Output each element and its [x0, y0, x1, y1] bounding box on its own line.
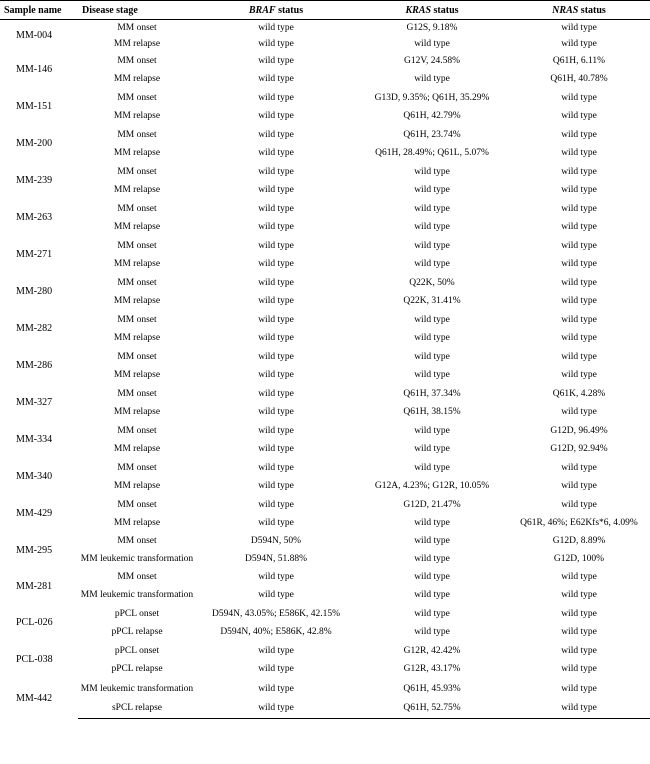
sample-name-cell: MM-340 [16, 471, 53, 482]
table-row [0, 403, 650, 422]
kras-status-cell: wild type [414, 259, 450, 269]
disease-stage-cell: MM onset [117, 277, 157, 288]
braf-status-cell: wild type [258, 425, 294, 436]
header-braf-status [196, 1, 356, 20]
braf-status-cell: wild type [258, 38, 294, 49]
table-row [0, 20, 650, 36]
nras-status-cell: wild type [561, 38, 597, 49]
braf-status-cell: wild type [258, 444, 294, 454]
disease-stage-cell: pPCL relapse [111, 627, 163, 637]
kras-status-cell: Q61H, 28.49%; Q61L, 5.07% [375, 148, 489, 158]
table-row [0, 218, 650, 237]
header-row [0, 1, 650, 20]
braf-status-cell: wild type [258, 351, 294, 362]
table-row [0, 699, 650, 719]
kras-gene-label: KRAS [405, 4, 432, 16]
kras-status-cell: wild type [414, 314, 450, 325]
braf-status-cell: wild type [258, 481, 294, 491]
braf-status-cell: wild type [258, 222, 294, 232]
braf-status-cell: wild type [258, 462, 294, 473]
sample-name-cell: MM-004 [16, 29, 53, 41]
disease-stage-cell: MM onset [117, 22, 157, 33]
disease-stage-cell: sPCL relapse [78, 699, 196, 719]
disease-stage-cell: MM leukemic transformation [80, 683, 194, 694]
nras-status-cell: wild type [561, 277, 597, 288]
braf-gene-label: BRAF [248, 4, 276, 16]
kras-status-cell: wild type [414, 444, 450, 454]
braf-status-cell: wild type [258, 645, 294, 656]
braf-status-cell: wild type [258, 296, 294, 306]
disease-stage-cell: MM leukemic transformation [80, 589, 194, 600]
table-row [0, 292, 650, 311]
sample-name-cell: MM-442 [16, 692, 53, 704]
braf-status-cell: wild type [258, 683, 294, 694]
braf-status-cell: wild type [258, 571, 294, 582]
table-row [0, 623, 650, 642]
disease-stage-cell: MM onset [117, 535, 157, 546]
sample-name-cell: PCL-026 [16, 617, 53, 628]
braf-status-cell: wild type [258, 259, 294, 269]
nras-status-cell: wild type [561, 683, 597, 694]
kras-status-cell: wild type [414, 589, 450, 600]
braf-status-cell: wild type [258, 92, 294, 103]
kras-status-cell: wild type [414, 425, 450, 436]
nras-status-cell: G12D, 100% [553, 553, 605, 564]
kras-status-cell: Q61H, 52.75% [356, 699, 508, 719]
table-row [0, 366, 650, 385]
nras-status-cell: wild type [561, 166, 597, 177]
sample-name-cell: MM-200 [16, 138, 53, 149]
nras-status-cell: wild type [561, 407, 597, 417]
table-row [0, 514, 650, 533]
nras-status-suffix: status [578, 4, 606, 16]
braf-status-cell: wild type [258, 74, 294, 84]
sample-name-cell: MM-295 [16, 544, 53, 556]
table-row [0, 459, 650, 477]
braf-status-cell: wild type [258, 148, 294, 158]
kras-status-cell: wild type [414, 535, 450, 546]
kras-status-cell: wild type [414, 240, 450, 251]
sample-name-cell: MM-282 [16, 323, 53, 334]
table-row [0, 311, 650, 329]
nras-status-cell: wild type [561, 627, 597, 637]
braf-status-cell: D594N, 51.88% [244, 553, 307, 564]
kras-status-cell: wild type [414, 627, 450, 637]
table-row [0, 163, 650, 181]
disease-stage-cell: MM onset [117, 314, 157, 325]
kras-status-cell: Q61H, 42.79% [403, 111, 461, 121]
disease-stage-cell: MM onset [117, 55, 157, 66]
nras-status-cell: wild type [561, 148, 597, 158]
disease-stage-cell: MM relapse [113, 222, 161, 232]
disease-stage-cell: MM relapse [113, 38, 161, 49]
disease-stage-cell: MM onset [117, 203, 157, 214]
disease-stage-cell: MM relapse [113, 148, 161, 158]
nras-status-cell: wild type [561, 664, 597, 674]
disease-stage-cell: MM onset [117, 425, 157, 436]
nras-status-cell: Q61K, 4.28% [552, 388, 606, 399]
disease-stage-cell: MM relapse [113, 259, 161, 269]
nras-status-cell: Q61R, 46%; E62Kfs*6, 4.09% [520, 518, 638, 528]
kras-status-cell: G12A, 4.23%; G12R, 10.05% [374, 481, 490, 491]
table-row [0, 605, 650, 623]
kras-status-cell: wild type [414, 351, 450, 362]
braf-status-cell: wild type [258, 589, 294, 600]
nras-status-cell: G12D, 8.89% [552, 535, 606, 546]
disease-stage-cell: MM relapse [113, 74, 161, 84]
sample-name-cell: PCL-038 [16, 654, 53, 665]
kras-status-cell: wild type [414, 166, 450, 177]
braf-status-suffix: status [275, 4, 304, 16]
braf-status-cell: wild type [258, 185, 294, 195]
nras-status-cell: wild type [561, 571, 597, 582]
braf-status-cell: wild type [258, 55, 294, 66]
nras-status-cell: wild type [561, 259, 597, 269]
disease-stage-cell: MM relapse [113, 407, 161, 417]
table-row [0, 569, 650, 585]
kras-status-cell: wild type [414, 571, 450, 582]
kras-status-cell: wild type [414, 185, 450, 195]
kras-status-cell: wild type [414, 74, 450, 84]
sample-name-cell: MM-263 [16, 212, 53, 223]
nras-status-cell: wild type [561, 129, 597, 140]
kras-status-cell: G12R, 43.17% [403, 664, 461, 674]
table-row [0, 679, 650, 699]
table-row [0, 660, 650, 679]
braf-status-cell: D594N, 50% [250, 535, 302, 546]
disease-stage-cell: MM relapse [113, 481, 161, 491]
table-row [0, 440, 650, 459]
table-row [0, 385, 650, 403]
braf-status-cell: wild type [258, 111, 294, 121]
disease-stage-cell: MM onset [117, 240, 157, 251]
disease-stage-cell: pPCL onset [114, 608, 160, 619]
nras-status-cell: wild type [561, 185, 597, 195]
disease-stage-cell: MM relapse [113, 333, 161, 343]
nras-status-cell: wild type [561, 481, 597, 491]
braf-status-cell: wild type [258, 499, 294, 510]
kras-status-cell: wild type [414, 462, 450, 473]
table-row [0, 144, 650, 163]
sample-name-cell: MM-271 [16, 249, 53, 260]
nras-status-cell: G12D, 96.49% [550, 425, 608, 436]
braf-status-cell: wild type [258, 388, 294, 399]
disease-stage-cell: pPCL onset [114, 645, 160, 656]
nras-status-cell: wild type [561, 22, 597, 33]
nras-status-cell: wild type [561, 462, 597, 473]
table-row [0, 255, 650, 274]
disease-stage-cell: MM onset [117, 571, 157, 582]
kras-status-cell: wild type [414, 222, 450, 232]
nras-status-cell: wild type [561, 296, 597, 306]
braf-status-cell: wild type [258, 166, 294, 177]
disease-stage-cell: MM leukemic transformation [80, 553, 194, 564]
disease-stage-cell: MM onset [117, 499, 157, 510]
sample-name-cell: MM-151 [16, 101, 53, 112]
kras-status-cell: wild type [414, 203, 450, 214]
nras-status-cell: wild type [508, 699, 650, 719]
table-body [0, 20, 650, 719]
disease-stage-cell: MM relapse [113, 370, 161, 380]
braf-status-cell: wild type [258, 518, 294, 528]
braf-status-cell: wild type [258, 22, 294, 33]
nras-status-cell: wild type [561, 111, 597, 121]
disease-stage-cell: MM relapse [113, 518, 161, 528]
braf-status-cell: wild type [258, 129, 294, 140]
kras-status-cell: wild type [414, 333, 450, 343]
sample-name-cell: MM-281 [16, 580, 53, 592]
table-row [0, 36, 650, 52]
header-nras-status [508, 1, 650, 20]
kras-status-cell: wild type [414, 38, 450, 49]
nras-status-cell: wild type [561, 92, 597, 103]
kras-status-suffix: status [431, 4, 459, 16]
kras-status-cell: G12R, 42.42% [403, 645, 461, 656]
disease-stage-cell: MM onset [117, 166, 157, 177]
nras-status-cell: Q61H, 40.78% [550, 74, 608, 84]
sample-name-cell: MM-429 [16, 508, 53, 519]
nras-status-cell: wild type [561, 203, 597, 214]
nras-status-cell: wild type [561, 333, 597, 343]
braf-status-cell: wild type [258, 407, 294, 417]
braf-status-cell: wild type [258, 664, 294, 674]
disease-stage-cell: MM relapse [113, 444, 161, 454]
kras-status-cell: G12S, 9.18% [406, 22, 458, 33]
table-row [0, 477, 650, 496]
sample-name-cell: MM-280 [16, 286, 53, 297]
disease-stage-cell: MM onset [117, 129, 157, 140]
nras-status-cell: wild type [561, 314, 597, 325]
table-row [0, 348, 650, 366]
braf-status-cell: wild type [258, 277, 294, 288]
braf-status-cell: wild type [258, 240, 294, 251]
disease-stage-cell: MM relapse [113, 111, 161, 121]
nras-status-cell: G12D, 92.94% [550, 444, 608, 454]
header-sample-name: Sample name [0, 1, 78, 20]
kras-status-cell: wild type [414, 518, 450, 528]
table-row [0, 181, 650, 200]
table-row [0, 70, 650, 89]
kras-status-cell: wild type [414, 608, 450, 619]
nras-status-cell: wild type [561, 645, 597, 656]
kras-status-cell: G12D, 21.47% [403, 499, 461, 510]
kras-status-cell: Q61H, 37.34% [403, 388, 461, 399]
table-row [0, 274, 650, 292]
disease-stage-cell: MM onset [117, 92, 157, 103]
nras-status-cell: wild type [561, 351, 597, 362]
kras-status-cell: Q61H, 45.93% [403, 683, 461, 694]
disease-stage-cell: MM onset [117, 462, 157, 473]
kras-status-cell: Q61H, 23.74% [403, 129, 461, 140]
table-row [0, 52, 650, 70]
header-kras-status [356, 1, 508, 20]
sample-name-cell: MM-146 [16, 64, 53, 75]
table-row [0, 585, 650, 605]
table-row [0, 533, 650, 549]
nras-gene-label: NRAS [552, 4, 579, 16]
disease-stage-cell: pPCL relapse [111, 664, 163, 674]
kras-status-cell: Q22K, 31.41% [403, 296, 461, 306]
disease-stage-cell: MM relapse [113, 185, 161, 195]
table-row [0, 200, 650, 218]
braf-status-cell: D594N, 40%; E586K, 42.8% [220, 627, 332, 637]
disease-stage-cell: MM onset [117, 351, 157, 362]
table-row [0, 237, 650, 255]
nras-status-cell: wild type [561, 222, 597, 232]
nras-status-cell: wild type [561, 499, 597, 510]
table-row [0, 422, 650, 440]
sample-name-cell: MM-334 [16, 434, 53, 445]
nras-status-cell: wild type [561, 589, 597, 600]
braf-status-cell: wild type [196, 699, 356, 719]
kras-status-cell: Q22K, 50% [409, 277, 455, 288]
nras-status-cell: Q61H, 6.11% [552, 55, 606, 66]
kras-status-cell: G12V, 24.58% [403, 55, 461, 66]
table-row [0, 329, 650, 348]
nras-status-cell: wild type [561, 608, 597, 619]
braf-status-cell: wild type [258, 333, 294, 343]
kras-status-cell: wild type [414, 370, 450, 380]
sample-name-cell: MM-327 [16, 397, 53, 408]
braf-status-cell: D594N, 43.05%; E586K, 42.15% [212, 608, 340, 619]
braf-status-cell: wild type [258, 203, 294, 214]
table-row [0, 89, 650, 107]
kras-status-cell: G13D, 9.35%; Q61H, 35.29% [374, 92, 490, 103]
disease-stage-cell: MM relapse [113, 296, 161, 306]
kras-status-cell: wild type [414, 553, 450, 564]
header-disease-stage: Disease stage [78, 1, 196, 20]
kras-status-cell: Q61H, 38.15% [403, 407, 461, 417]
sample-name-cell: MM-286 [16, 360, 53, 371]
sample-name-cell: MM-239 [16, 175, 53, 186]
table-row [0, 549, 650, 569]
table-row [0, 642, 650, 660]
braf-status-cell: wild type [258, 370, 294, 380]
nras-status-cell: wild type [561, 240, 597, 251]
nras-status-cell: wild type [561, 370, 597, 380]
table-row [0, 126, 650, 144]
braf-status-cell: wild type [258, 314, 294, 325]
table-row [0, 107, 650, 126]
table-row [0, 496, 650, 514]
disease-stage-cell: MM onset [117, 388, 157, 399]
